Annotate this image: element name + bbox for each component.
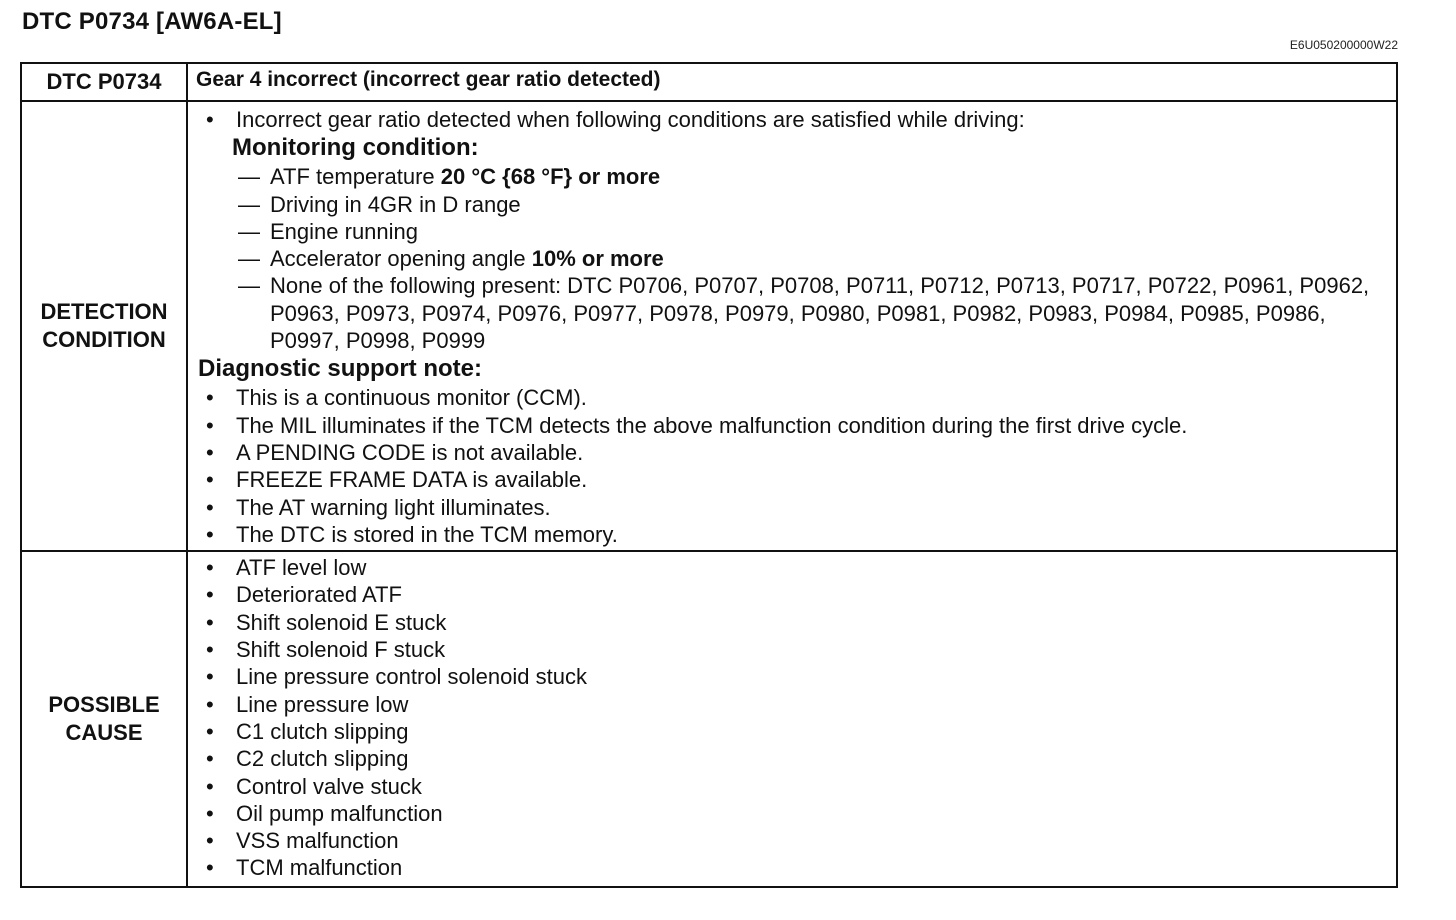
- monitoring-title: Monitoring condition:: [232, 134, 479, 162]
- monitoring-value: 20 °C {68 °F} or more: [440, 164, 661, 190]
- detection-label-line1: DETECTION: [40, 299, 168, 325]
- cause-item: • Shift solenoid F stuck: [202, 636, 1388, 663]
- cause-item: • Oil pump malfunction: [202, 800, 1388, 827]
- cause-item: • TCM malfunction: [202, 854, 1388, 881]
- monitoring-text: Accelerator opening angle: [270, 246, 532, 272]
- support-list: [202, 384, 1388, 548]
- monitoring-list: [202, 163, 1388, 354]
- cause-item: • Line pressure control solenoid stuck: [202, 663, 1388, 690]
- support-item: • This is a continuous monitor (CCM).: [202, 384, 1388, 411]
- monitoring-item: [238, 191, 1388, 218]
- monitoring-text: ATF temperature: [270, 164, 441, 190]
- detection-label-line2: CONDITION: [42, 327, 166, 353]
- cause-item: • C1 clutch slipping: [202, 718, 1388, 745]
- support-item: • The AT warning light illuminates.: [202, 494, 1388, 521]
- detection-row: [21, 101, 1397, 551]
- detection-intro-list: [202, 106, 1388, 133]
- cause-row: [21, 551, 1397, 887]
- support-item: • FREEZE FRAME DATA is available.: [202, 466, 1388, 493]
- detection-label-cell: [21, 101, 187, 551]
- monitoring-item: [238, 163, 1388, 190]
- monitoring-item: [238, 245, 1388, 272]
- cause-label-cell: [21, 551, 187, 887]
- header-row: [21, 63, 1397, 101]
- detection-content: [187, 101, 1397, 551]
- dtc-description: Gear 4 incorrect (incorrect gear ratio detected): [196, 68, 661, 91]
- support-title: Diagnostic support note:: [198, 355, 482, 383]
- detection-intro: • Incorrect gear ratio detected when following conditions are satisfied while driving:: [202, 106, 1388, 133]
- cause-label-line1: POSSIBLE: [48, 691, 160, 717]
- dtc-code-cell: [21, 63, 187, 101]
- page-title: DTC P0734 [AW6A-EL]: [22, 8, 282, 35]
- support-item: • The DTC is stored in the TCM memory.: [202, 521, 1388, 548]
- support-item: • The MIL illuminates if the TCM detects the above malfunction condition during the first drive cycle.: [202, 412, 1388, 439]
- monitoring-text: Driving in 4GR in D range: [270, 191, 521, 217]
- cause-item: • Line pressure low: [202, 691, 1388, 718]
- monitoring-text: Engine running: [270, 218, 419, 244]
- monitoring-value: 10% or more: [531, 246, 664, 272]
- dtc-code-label: DTC P0734: [46, 69, 162, 94]
- cause-content: [187, 551, 1397, 887]
- cause-item: • Shift solenoid E stuck: [202, 609, 1388, 636]
- monitoring-item: [238, 272, 1388, 354]
- document-code: E6U050200000W22: [1289, 38, 1398, 52]
- cause-item: • Deteriorated ATF: [202, 581, 1388, 608]
- cause-item: • ATF level low: [202, 554, 1388, 581]
- dtc-table: [20, 62, 1398, 888]
- cause-item: • Control valve stuck: [202, 773, 1388, 800]
- monitoring-item: [238, 218, 1388, 245]
- monitoring-text: None of the following present: DTC P0706, P0707, P0708, P0711, P0712, P0713, P0717, P0722, P0961, P0962, P0963, P0973, P0974, P0976, P0977, P0978, P0979, P0980, P0981, P0982, P0983, P0984, P0985, P0986, P0997, P0998, P0999: [270, 273, 1370, 354]
- support-item: • A PENDING CODE is not available.: [202, 439, 1388, 466]
- cause-item: • C2 clutch slipping: [202, 745, 1388, 772]
- cause-label-line2: CAUSE: [65, 719, 143, 745]
- cause-list: [202, 554, 1388, 882]
- dtc-description-cell: [187, 63, 1397, 101]
- cause-item: • VSS malfunction: [202, 827, 1388, 854]
